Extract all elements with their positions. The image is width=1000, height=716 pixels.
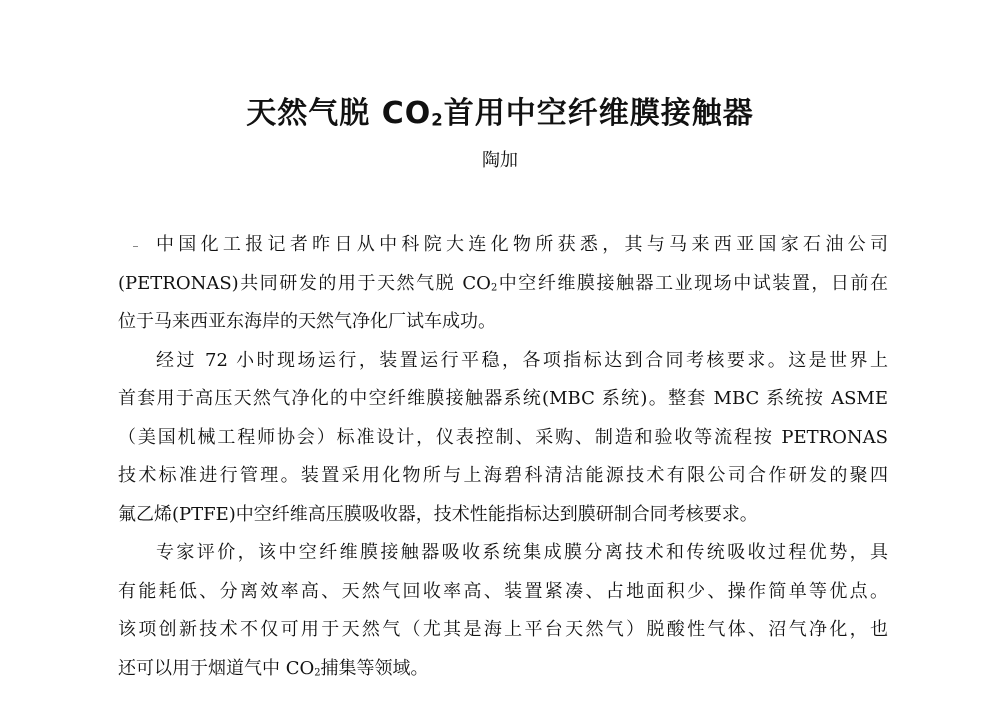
article-title [0, 94, 1000, 134]
body-line: 经过 72 小时现场运行，装置运行平稳，各项指标达到合同考核要求。这是世界上 [156, 349, 888, 371]
body-line: 还可以用于烟道气中 $CO_2$捕集等领域。 [118, 657, 429, 679]
article-author: 陶加 [482, 150, 518, 171]
article-title-subscript: 2 [431, 110, 444, 130]
body-line: 位于马来西亚东海岸的天然气净化厂试车成功。 [118, 311, 496, 332]
body-line: 首套用于高压天然气净化的中空纤维膜接触器系统(MBC 系统)。整套 MBC 系统按 ASME [118, 388, 888, 409]
body-line: (PETRONAS)共同研发的用于天然气脱 $CO_2$中空纤维膜接触器工业现场中试装置，日前在 [118, 272, 888, 294]
body-line: 中国化工报记者昨日从中科院大连化物所获悉，其与马来西亚国家石油公司 [156, 234, 888, 255]
article-title-rest: 首用中空纤维膜接触器 [443, 96, 754, 131]
body-line: 专家评价，该中空纤维膜接触器吸收系统集成膜分离技术和传统吸收过程优势，具 [156, 542, 888, 563]
body-line: 氟乙烯(PTFE)中空纤维高压膜吸收器，技术性能指标达到膜研制合同考核要求。 [118, 503, 758, 525]
article-body [118, 229, 888, 691]
article-title-main: 天然气脱 CO [246, 96, 432, 131]
body-line: 技术标准进行管理。装置采用化物所与上海碧科清洁能源技术有限公司合作研发的聚四 [118, 465, 888, 486]
co2-subscript: 2 [490, 281, 498, 293]
body-line: （美国机械工程师协会）标准设计，仪表控制、采购、制造和验收等流程按 PETRONAS [118, 426, 888, 448]
body-line: 该项创新技术不仅可用于天然气（尤其是海上平台天然气）脱酸性气体、沼气净化，也 [118, 619, 888, 640]
co2-subscript: 2 [314, 666, 321, 678]
body-line: 有能耗低、分离效率高、天然气回收率高、装置紧凑、占地面积少、操作简单等优点。 [118, 580, 888, 602]
